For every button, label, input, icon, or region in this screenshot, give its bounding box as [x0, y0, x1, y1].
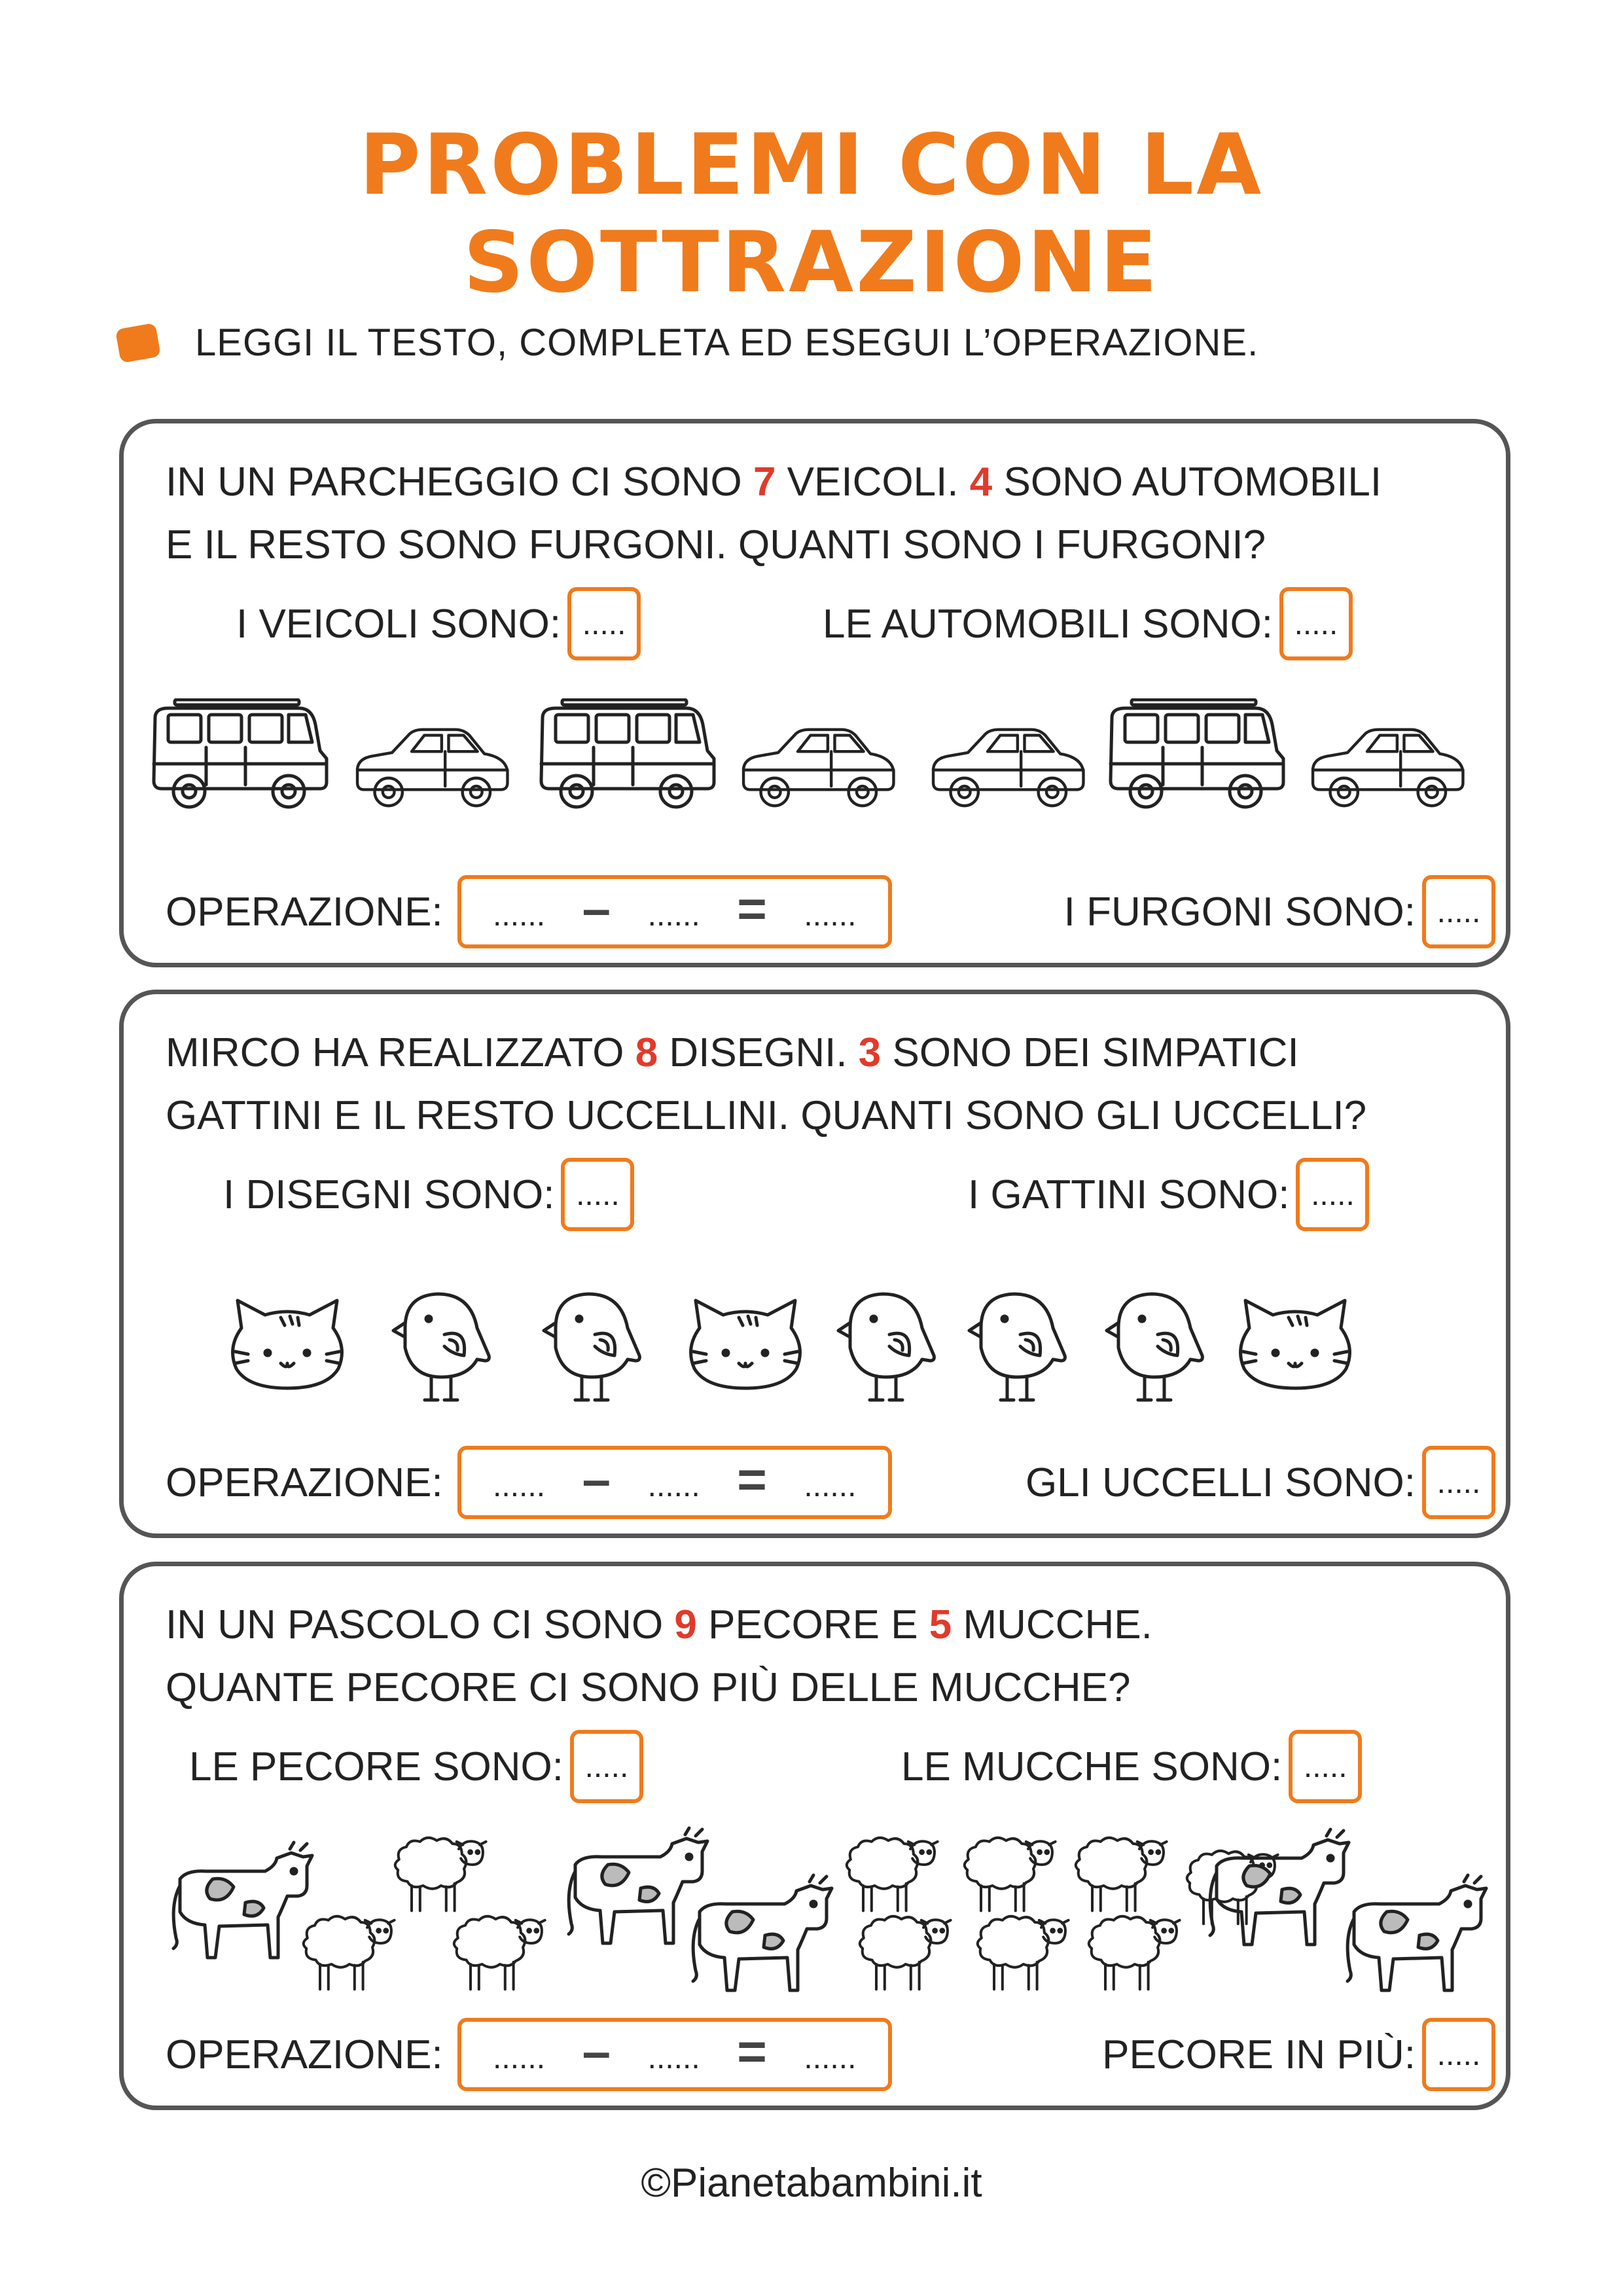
label-left: I VEICOLI SONO: ..... — [236, 587, 641, 660]
problem-text-line-2: E IL RESTO SONO FURGONI. QUANTI SONO I FURGONI? — [166, 522, 1266, 567]
problem-text-line-1: MIRCO HA REALIZZATO 8 DISEGNI. 3 SONO DEI SIMPATICI — [166, 1030, 1299, 1075]
answer-box[interactable]: ..... — [570, 1730, 643, 1803]
sheep-icon — [837, 1827, 942, 1918]
result-row: PECORE IN PIÙ: ..... — [1102, 2018, 1495, 2091]
problem-text-line-1: IN UN PASCOLO CI SONO 9 PECORE E 5 MUCCHE. — [166, 1602, 1152, 1647]
operation-row: OPERAZIONE: ...... – ...... = ...... — [166, 1446, 892, 1519]
orange-bullet-icon — [115, 323, 161, 363]
answer-box[interactable]: ..... — [561, 1158, 634, 1231]
animal-pictures — [124, 1833, 1506, 2017]
car-icon — [916, 718, 1099, 816]
operation-box[interactable]: ...... – ...... = ...... — [457, 1446, 892, 1519]
label-right: LE AUTOMOBILI SONO: ..... — [823, 587, 1353, 660]
bird-icon — [1092, 1282, 1223, 1407]
answer-box[interactable]: ..... — [1422, 2018, 1495, 2091]
sheep-icon — [850, 1905, 955, 1997]
answer-box[interactable]: ..... — [1289, 1730, 1362, 1803]
car-icon — [726, 718, 909, 816]
result-row: GLI UCCELLI SONO: ..... — [1026, 1446, 1495, 1519]
highlighted-number: 7 — [753, 459, 776, 505]
sheep-icon — [444, 1905, 549, 1997]
label-right: LE MUCCHE SONO: ..... — [901, 1730, 1362, 1803]
cat-icon — [222, 1295, 353, 1393]
label-left: I DISEGNI SONO: ..... — [223, 1158, 634, 1231]
car-icon — [1295, 718, 1478, 816]
sheep-icon — [955, 1827, 1060, 1918]
van-icon — [149, 698, 332, 810]
highlighted-number: 8 — [635, 1030, 658, 1075]
sheep-icon — [1066, 1827, 1171, 1918]
copyright-footer: ©Pianetabambini.it — [641, 2161, 982, 2206]
problem-card-drawings — [119, 990, 1510, 1538]
answer-box[interactable]: ..... — [1422, 875, 1495, 948]
sheep-icon — [1079, 1905, 1184, 1997]
cat-icon — [680, 1295, 811, 1393]
highlighted-number: 9 — [674, 1602, 697, 1647]
car-icon — [340, 718, 523, 816]
van-icon — [536, 698, 719, 810]
label-left: LE PECORE SONO: ..... — [189, 1730, 643, 1803]
bird-icon — [379, 1282, 510, 1407]
problem-card-animals — [119, 1562, 1510, 2110]
answer-box[interactable]: ..... — [567, 587, 641, 660]
sheep-icon — [968, 1905, 1073, 1997]
vehicle-pictures — [124, 698, 1506, 829]
operation-box[interactable]: ...... – ...... = ...... — [457, 2018, 892, 2091]
problem-card-vehicles — [119, 419, 1510, 967]
bird-icon — [529, 1282, 660, 1407]
answer-box[interactable]: ..... — [1279, 587, 1353, 660]
operation-row: OPERAZIONE: ...... – ...... = ...... — [166, 875, 892, 948]
sheep-icon — [385, 1827, 490, 1918]
label-right: I GATTINI SONO: ..... — [968, 1158, 1369, 1231]
answer-box[interactable]: ..... — [1296, 1158, 1369, 1231]
problem-text-line-2: GATTINI E IL RESTO UCCELLINI. QUANTI SONO GLI UCCELLI? — [166, 1093, 1367, 1138]
bird-icon — [955, 1282, 1086, 1407]
instruction — [118, 321, 1258, 365]
result-row: I FURGONI SONO: ..... — [1064, 875, 1495, 948]
cow-icon — [1334, 1873, 1491, 2003]
problem-text-line-2: QUANTE PECORE CI SONO PIÙ DELLE MUCCHE? — [166, 1665, 1131, 1710]
drawing-pictures — [124, 1282, 1506, 1413]
instruction-text: LEGGI IL TESTO, COMPLETA ED ESEGUI L’OPERAZIONE. — [195, 321, 1259, 364]
cat-icon — [1230, 1295, 1361, 1393]
sheep-icon — [294, 1905, 399, 1997]
page-title: PROBLEMI CON LA SOTTRAZIONE — [359, 117, 1264, 312]
highlighted-number: 5 — [929, 1602, 952, 1647]
answer-box[interactable]: ..... — [1422, 1446, 1495, 1519]
problem-text-line-1: IN UN PARCHEGGIO CI SONO 7 VEICOLI. 4 SONO AUTOMOBILI — [166, 459, 1382, 505]
highlighted-number: 4 — [969, 459, 993, 505]
highlighted-number: 3 — [858, 1030, 882, 1075]
van-icon — [1105, 698, 1289, 810]
cow-icon — [680, 1873, 837, 2003]
operation-box[interactable]: ...... – ...... = ...... — [457, 875, 892, 948]
cow-icon — [1197, 1827, 1354, 1958]
operation-row: OPERAZIONE: ...... – ...... = ...... — [166, 2018, 892, 2091]
bird-icon — [824, 1282, 955, 1407]
